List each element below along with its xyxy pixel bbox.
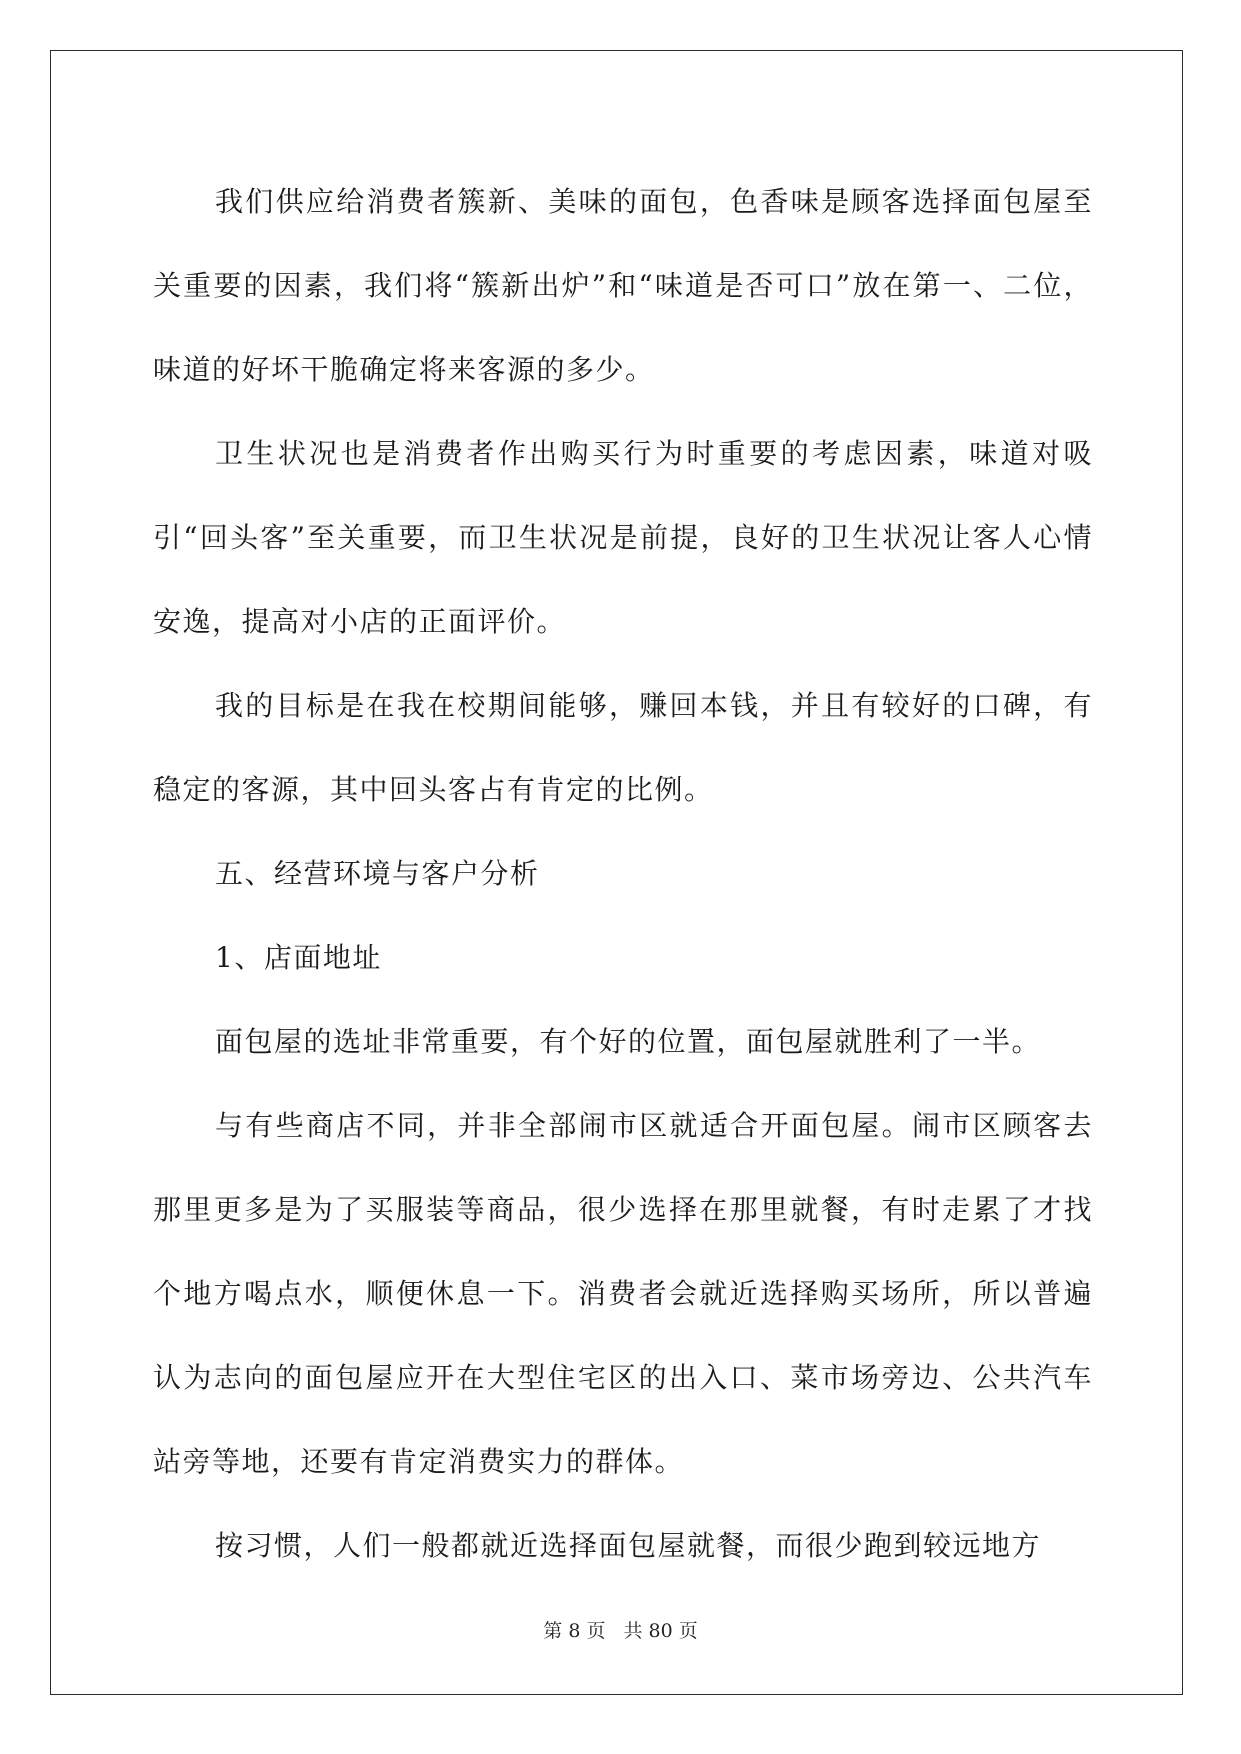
paragraph-habit: 按习惯，人们一般都就近选择面包屋就餐，而很少跑到较远地方	[215, 1529, 1042, 1562]
page-number: 第 8 页	[543, 1620, 606, 1642]
paragraph-location: 面包屋的选址非常重要，有个好的位置，面包屋就胜利了一半。	[215, 1025, 1042, 1058]
subsection-heading: 1、店面地址	[215, 941, 382, 974]
paragraph-downtown: 与有些商店不同，并非全部闹市区就适合开面包屋。闹市区顾客去那里更多是为了买服装等商品，很少选择在那里就餐，有时走累了才找个地方喝点水，顺便休息一下。消费者会就近选择购买场所，所以普遍认为志向的面包屋应开在大型住宅区的出入口、菜市场旁边、公共汽车站旁等地，还要有肯定消费实力的群体。	[153, 1109, 1093, 1478]
page-footer	[0, 1616, 1241, 1643]
paragraph-intro: 我们供应给消费者簇新、美味的面包，色香味是顾客选择面包屋至关重要的因素，我们将“簇新出炉”和“味道是否可口”放在第一、二位，味道的好坏干脆确定将来客源的多少。	[153, 185, 1093, 386]
paragraph-goal: 我的目标是在我在校期间能够，赚回本钱，并且有较好的口碑，有稳定的客源，其中回头客占有肯定的比例。	[153, 689, 1093, 806]
page-total: 共 80 页	[623, 1620, 698, 1642]
document-body	[153, 160, 1093, 1588]
paragraph-hygiene: 卫生状况也是消费者作出购买行为时重要的考虑因素，味道对吸引“回头客”至关重要，而卫生状况是前提，良好的卫生状况让客人心情安逸，提高对小店的正面评价。	[153, 437, 1093, 638]
section-heading: 五、经营环境与客户分析	[215, 857, 540, 890]
